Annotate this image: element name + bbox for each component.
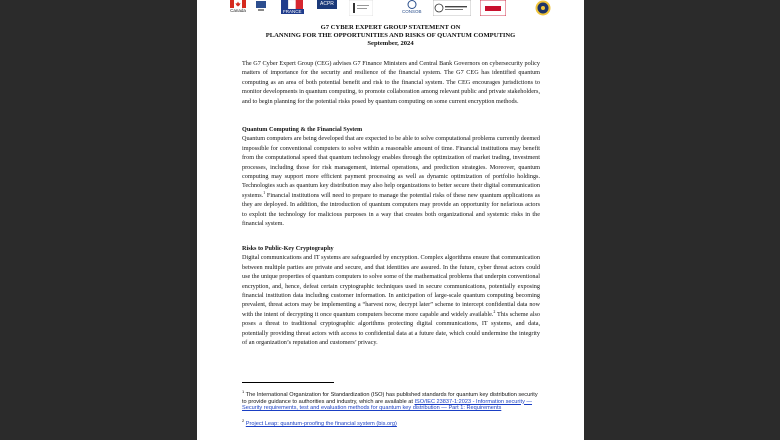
- fca-logo: [480, 0, 506, 16]
- footnote-2-number: 2: [242, 418, 245, 424]
- crest-icon: [255, 0, 267, 12]
- treasury-seal-logo: [535, 0, 551, 16]
- paragraph-text: Financial institutions will need to prepare to manage the potential risks of these new quantum applications as they are deployed. In addition, the introduction of quantum computers may provide an opportunity for nefarious actors to exploit the technology for malicious purposes in a way that creates both organizational and systemic risks in the financial system.: [242, 191, 540, 228]
- eagle-emblem-icon: [349, 0, 373, 16]
- bank-of-japan-logo: [433, 0, 471, 16]
- consob-icon: [405, 0, 419, 9]
- project-leap-link[interactable]: Project Leap: quantum-proofing the financial system (bis.org): [245, 421, 397, 427]
- logo-strip: [197, 0, 584, 18]
- footnote-1-number: 1: [242, 389, 245, 395]
- paragraph-text: This scheme also poses a threat to traditional cryptographic algorithms protecting digital communications, IT systems, and data, potentially providing threat actors with access to confidential data at a future date, which could undermine the integrity of an organization’s reputation and customers’ privacy.: [242, 310, 540, 347]
- footnote-1: [242, 389, 542, 412]
- section-heading-quantum: Quantum Computing & the Financial System: [242, 126, 363, 133]
- france-flag-icon: [281, 0, 303, 9]
- bundesbank-logo: [349, 0, 373, 16]
- consob-label: CONSOB: [402, 9, 422, 14]
- title-date: September, 2024: [367, 40, 414, 47]
- title-line-1: G7 CYBER EXPERT GROUP STATEMENT ON: [320, 24, 461, 31]
- emblem-logo: [255, 0, 267, 12]
- acpr-logo: [317, 0, 337, 9]
- title-line-2: PLANNING FOR THE OPPORTUNITIES AND RISKS OF QUANTUM COMPUTING: [265, 32, 516, 39]
- canada-logo: [230, 0, 246, 13]
- paragraph-text: Quantum computers are being developed that are expected to be able to solve computational problems currently deemed impossible for conventional computers to solve within a reasonable amount of time. Financial institutions may benefit from the computational speed that quantum technology enables through the optimization of market trading, investment processes, including those for risk management, internal operations, and prediction strategies. Moreover, quantum computing may support more efficient payment processing as well as dynamic optimization of portfolio holdings. Technologies such as quantum key distribution may also help organizations to better secure their digital communication systems.: [242, 135, 540, 199]
- fca-icon: [480, 0, 506, 16]
- section-public-key: [242, 244, 540, 347]
- section-quantum-computing: [242, 125, 540, 228]
- consob-logo: [402, 0, 422, 14]
- document-page: [197, 0, 584, 440]
- intro-paragraph: The G7 Cyber Expert Group (CEG) advises G7 Finance Ministers and Central Bank Governors on cybersecurity policy matters of importance for the security and resilience of the financial system. The G7 CEG has identified quantum computing as an area of both potential benefit and risk to the financial system. The CEG encourages jurisdictions to monitor developments in quantum computing, to promote collaboration among relevant public and private stakeholders, and to begin planning for the potential risks posed by quantum computing on some current encryption methods.: [242, 60, 540, 105]
- paragraph-text: Digital communications and IT systems are safeguarded by encryption. Complex algorithms ensure that communication between multiple parties are private and secure, and that identities are assured. In the future, cyber threat actors could use the unique properties of quantum computers to solve some of the mathematical problems that underpin conventional encryption, and, hence, defeat certain cryptographic techniques used in secure communications, potentially exposing financial institution data including customer information. In anticipation of large-scale quantum computing becoming prevalent, threat actors may be implementing a “harvest now, decrypt later” scheme to intercept confidential data now with the intent of decrypting it once quantum computers become more capable and widely available.: [242, 254, 540, 318]
- footnote-ref-1[interactable]: 1: [263, 189, 266, 195]
- iso-standard-link[interactable]: ISO/IEC 23837-1:2023 - Information security — Security requirements, test and evaluation methods for quantum key distribution — Part 1: Requirements: [242, 398, 533, 412]
- footnote-divider: [242, 382, 334, 383]
- bank-of-japan-icon: [433, 0, 471, 16]
- acpr-label: ACPR: [317, 0, 337, 9]
- canada-flag-icon: [230, 0, 246, 8]
- footnote-2: [242, 418, 542, 428]
- france-logo: [281, 0, 304, 14]
- section-paragraph-quantum: [242, 134, 540, 228]
- statement-title: [197, 24, 584, 48]
- footnote-1-text: The International Organization for Standardization (ISO) has published standards for quantum key distribution security to provide guidance to authorities and industry, which are available at: [242, 392, 538, 405]
- section-paragraph-cryptography: [242, 253, 540, 347]
- footnote-ref-2[interactable]: 2: [493, 308, 496, 314]
- france-label: FRANCE: [283, 9, 302, 14]
- section-heading-cryptography: Risks to Public-Key Cryptography: [242, 245, 334, 252]
- treasury-seal-icon: [535, 0, 551, 16]
- canada-label: Canada: [230, 8, 246, 13]
